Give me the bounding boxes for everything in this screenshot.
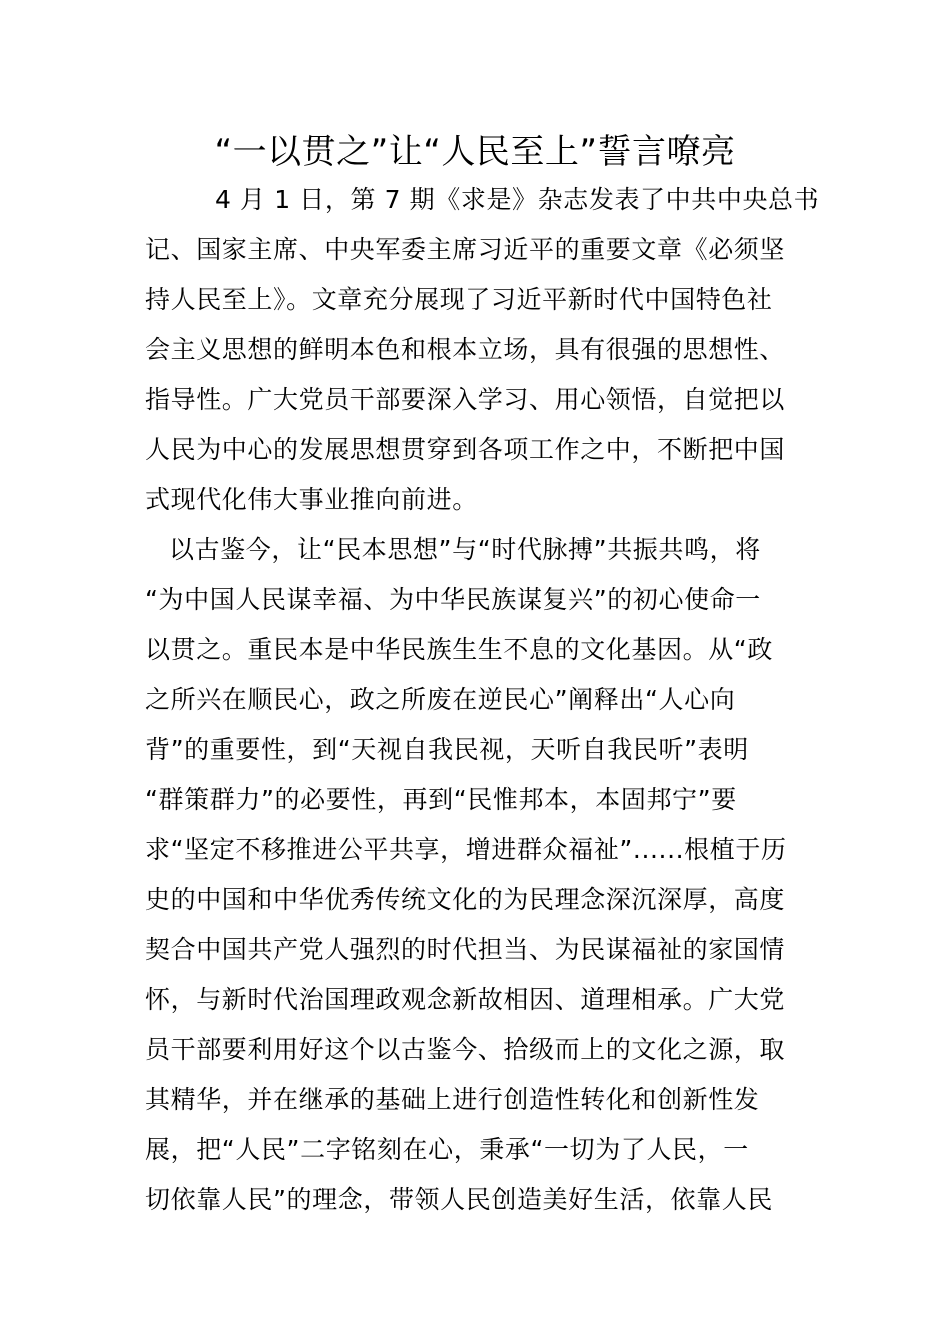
paragraph-line: 求“坚定不移推进公平共享，增进群众福祉”......根植于历: [145, 835, 787, 864]
paragraph-line: 4 月 1 日，第 7 期《求是》杂志发表了中共中央总书: [215, 185, 820, 214]
paragraph-line: 切依靠人民”的理念，带领人民创造美好生活，依靠人民: [145, 1185, 773, 1214]
paragraph-line: “群策群力”的必要性，再到“民惟邦本，本固邦宁”要: [145, 785, 737, 814]
paragraph-line: 人民为中心的发展思想贯穿到各项工作之中，不断把中国: [145, 435, 786, 464]
paragraph-line: 以贯之。重民本是中华民族生生不息的文化基因。从“政: [145, 635, 773, 664]
paragraph-line: 式现代化伟大事业推向前进。: [145, 485, 478, 514]
paragraph-line: 怀，与新时代治国理政观念新故相因、道理相承。广大党: [145, 985, 786, 1014]
article-body: [145, 175, 820, 1225]
article-title: “一以贯之”让“人民至上”誓言嘹亮: [214, 132, 736, 172]
paragraph-line: 记、国家主席、中央军委主席习近平的重要文章《必须坚: [145, 235, 786, 264]
paragraph-line: 史的中国和中华优秀传统文化的为民理念深沉深厚，高度: [145, 885, 786, 914]
paragraph-line: 其精华，并在继承的基础上进行创造性转化和创新性发: [145, 1085, 760, 1114]
paragraph-line: “为中国人民谋幸福、为中华民族谋复兴”的初心使命一: [145, 585, 761, 614]
paragraph-line: 之所兴在顺民心，政之所废在逆民心”阐释出“人心向: [145, 685, 736, 714]
paragraph-line: 会主义思想的鲜明本色和根本立场，具有很强的思想性、: [145, 335, 786, 364]
paragraph-line: 持人民至上》。文章充分展现了习近平新时代中国特色社: [145, 285, 773, 314]
paragraph-line: 展，把“人民”二字铭刻在心，秉承“一切为了人民，一: [145, 1135, 749, 1164]
paragraph-line: 指导性。广大党员干部要深入学习、用心领悟，自觉把以: [145, 385, 786, 414]
paragraph-line: 员干部要利用好这个以古鉴今、拾级而上的文化之源，取: [145, 1035, 786, 1064]
paragraph-line: 背”的重要性，到“天视自我民视，天听自我民听”表明: [145, 735, 749, 764]
paragraph-line: 契合中国共产党人强烈的时代担当、为民谋福祉的家国情: [145, 935, 786, 964]
paragraph-line: 以古鉴今，让“民本思想”与“时代脉搏”共振共鸣，将: [169, 535, 761, 564]
